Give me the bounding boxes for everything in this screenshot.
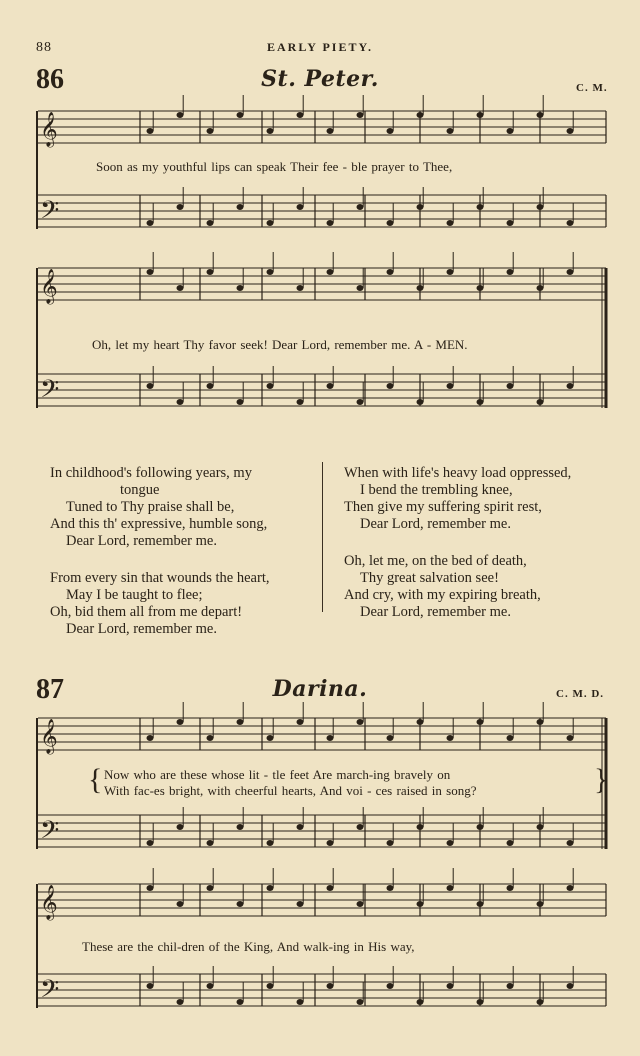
- note-head: [267, 383, 274, 389]
- note-head: [357, 204, 364, 210]
- note-head: [567, 128, 574, 134]
- note-head: [177, 204, 184, 210]
- verse-line: Thy great salvation see!: [360, 570, 499, 586]
- bass-clef-icon: 𝄢: [40, 816, 60, 851]
- note-head: [357, 901, 364, 907]
- note-head: [297, 399, 304, 405]
- verse-line: Oh, bid them all from me depart!: [50, 604, 243, 620]
- note-head: [237, 719, 244, 725]
- verse-line: In childhood's following years, my: [50, 465, 252, 481]
- note-head: [417, 112, 424, 118]
- verse-line: tongue: [120, 482, 160, 498]
- note-head: [477, 999, 484, 1005]
- note-head: [507, 983, 514, 989]
- note-head: [417, 999, 424, 1005]
- verse-line: Dear Lord, remember me.: [66, 533, 217, 549]
- note-head: [177, 112, 184, 118]
- note-head: [327, 269, 334, 275]
- note-head: [207, 269, 214, 275]
- note-head: [537, 824, 544, 830]
- note-head: [447, 840, 454, 846]
- note-head: [297, 204, 304, 210]
- note-head: [567, 885, 574, 891]
- note-head: [507, 220, 514, 226]
- note-head: [237, 999, 244, 1005]
- note-head: [417, 285, 424, 291]
- note-head: [267, 983, 274, 989]
- note-head: [357, 112, 364, 118]
- note-head: [507, 269, 514, 275]
- meter-label: C. M. D.: [556, 688, 605, 700]
- note-head: [507, 885, 514, 891]
- note-head: [207, 220, 214, 226]
- note-head: [327, 220, 334, 226]
- note-head: [297, 824, 304, 830]
- note-head: [207, 840, 214, 846]
- note-head: [417, 824, 424, 830]
- note-head: [237, 112, 244, 118]
- note-head: [567, 383, 574, 389]
- note-head: [357, 285, 364, 291]
- note-head: [327, 983, 334, 989]
- note-head: [147, 885, 154, 891]
- note-head: [267, 735, 274, 741]
- verse-line: I bend the trembling knee,: [360, 482, 513, 498]
- bass-clef-icon: 𝄢: [40, 975, 60, 1010]
- tune-name: St. Peter.: [261, 66, 379, 92]
- note-head: [567, 735, 574, 741]
- note-head: [567, 220, 574, 226]
- note-head: [177, 285, 184, 291]
- verse-column-left: [50, 465, 320, 638]
- meter-label: C. M.: [576, 82, 608, 94]
- hymn-number: 86: [36, 64, 64, 95]
- note-head: [237, 285, 244, 291]
- note-head: [147, 269, 154, 275]
- note-head: [567, 840, 574, 846]
- note-head: [507, 735, 514, 741]
- note-head: [567, 269, 574, 275]
- note-head: [177, 999, 184, 1005]
- note-head: [147, 220, 154, 226]
- verse-line: And cry, with my expiring breath,: [344, 587, 541, 603]
- note-head: [207, 885, 214, 891]
- note-head: [297, 999, 304, 1005]
- note-head: [387, 735, 394, 741]
- lyrics-line: These are the chil-dren of the King, And walk-ing in His way,: [82, 939, 415, 954]
- note-head: [387, 220, 394, 226]
- note-head: [567, 983, 574, 989]
- note-head: [327, 885, 334, 891]
- note-head: [387, 983, 394, 989]
- note-head: [447, 735, 454, 741]
- brace-left: {: [88, 763, 103, 796]
- bass-clef-icon: 𝄢: [40, 196, 60, 231]
- note-head: [387, 840, 394, 846]
- note-head: [327, 735, 334, 741]
- note-head: [387, 383, 394, 389]
- verse-line: And this th' expressive, humble song,: [50, 516, 268, 532]
- note-head: [447, 220, 454, 226]
- verse-line: Tuned to Thy praise shall be,: [66, 499, 235, 515]
- note-head: [207, 128, 214, 134]
- verse-line: Then give my suffering spirit rest,: [344, 499, 542, 515]
- note-head: [507, 128, 514, 134]
- note-head: [447, 983, 454, 989]
- note-head: [267, 269, 274, 275]
- note-head: [177, 901, 184, 907]
- note-head: [417, 719, 424, 725]
- note-head: [237, 204, 244, 210]
- note-head: [507, 840, 514, 846]
- note-head: [447, 269, 454, 275]
- note-head: [297, 719, 304, 725]
- note-head: [477, 399, 484, 405]
- note-head: [237, 824, 244, 830]
- note-head: [267, 128, 274, 134]
- note-head: [237, 399, 244, 405]
- note-head: [267, 220, 274, 226]
- lyrics-line: Now who are these whose lit - tle feet Are march-ing bravely on: [104, 767, 451, 782]
- running-title: EARLY PIETY.: [266, 40, 374, 54]
- note-head: [387, 885, 394, 891]
- note-head: [417, 901, 424, 907]
- verse-column-right: [344, 465, 624, 621]
- note-head: [417, 399, 424, 405]
- note-head: [537, 204, 544, 210]
- verse-line: Dear Lord, remember me.: [360, 604, 511, 620]
- note-head: [357, 399, 364, 405]
- note-head: [537, 901, 544, 907]
- note-head: [207, 983, 214, 989]
- note-head: [537, 719, 544, 725]
- note-head: [477, 112, 484, 118]
- note-head: [447, 383, 454, 389]
- note-head: [417, 204, 424, 210]
- lyrics-line: Oh, let my heart Thy favor seek! Dear Lord, remember me. A - MEN.: [92, 337, 468, 352]
- treble-clef-icon: 𝄞: [40, 885, 58, 920]
- treble-clef-icon: 𝄞: [40, 112, 58, 147]
- note-head: [177, 824, 184, 830]
- verse-line: Oh, let me, on the bed of death,: [344, 553, 527, 569]
- treble-clef-icon: 𝄞: [40, 719, 58, 754]
- note-head: [327, 840, 334, 846]
- lyrics-line: With fac-es bright, with cheerful hearts, And voi - ces raised in song?: [104, 783, 477, 798]
- note-head: [147, 983, 154, 989]
- verse-line: Dear Lord, remember me.: [66, 621, 217, 637]
- note-head: [477, 285, 484, 291]
- note-head: [177, 399, 184, 405]
- note-head: [147, 840, 154, 846]
- brace-right: }: [594, 763, 609, 796]
- verse-line: May I be taught to flee;: [66, 587, 203, 603]
- note-head: [147, 735, 154, 741]
- note-head: [357, 999, 364, 1005]
- note-head: [447, 885, 454, 891]
- verse-line: From every sin that wounds the heart,: [50, 570, 270, 586]
- note-head: [507, 383, 514, 389]
- note-head: [207, 383, 214, 389]
- treble-clef-icon: 𝄞: [40, 269, 58, 304]
- bass-clef-icon: 𝄢: [40, 375, 60, 410]
- verse-line: Dear Lord, remember me.: [360, 516, 511, 532]
- note-head: [177, 719, 184, 725]
- note-head: [147, 128, 154, 134]
- note-head: [327, 128, 334, 134]
- page-number: 88: [36, 40, 52, 55]
- note-head: [537, 285, 544, 291]
- note-head: [237, 901, 244, 907]
- note-head: [147, 383, 154, 389]
- note-head: [477, 204, 484, 210]
- note-head: [207, 735, 214, 741]
- note-head: [387, 128, 394, 134]
- note-head: [297, 901, 304, 907]
- note-head: [357, 719, 364, 725]
- note-head: [297, 112, 304, 118]
- note-head: [297, 285, 304, 291]
- note-head: [537, 399, 544, 405]
- note-head: [537, 999, 544, 1005]
- note-head: [357, 824, 364, 830]
- verse-line: When with life's heavy load oppressed,: [344, 465, 572, 481]
- note-head: [447, 128, 454, 134]
- column-divider: [322, 462, 323, 612]
- hymn-number: 87: [36, 674, 64, 705]
- note-head: [477, 901, 484, 907]
- note-head: [267, 885, 274, 891]
- note-head: [477, 719, 484, 725]
- tune-name: Darina.: [272, 676, 368, 702]
- note-head: [477, 824, 484, 830]
- note-head: [387, 269, 394, 275]
- note-head: [327, 383, 334, 389]
- note-head: [537, 112, 544, 118]
- note-head: [267, 840, 274, 846]
- lyrics-line: Soon as my youthful lips can speak Their fee - ble prayer to Thee,: [96, 159, 453, 174]
